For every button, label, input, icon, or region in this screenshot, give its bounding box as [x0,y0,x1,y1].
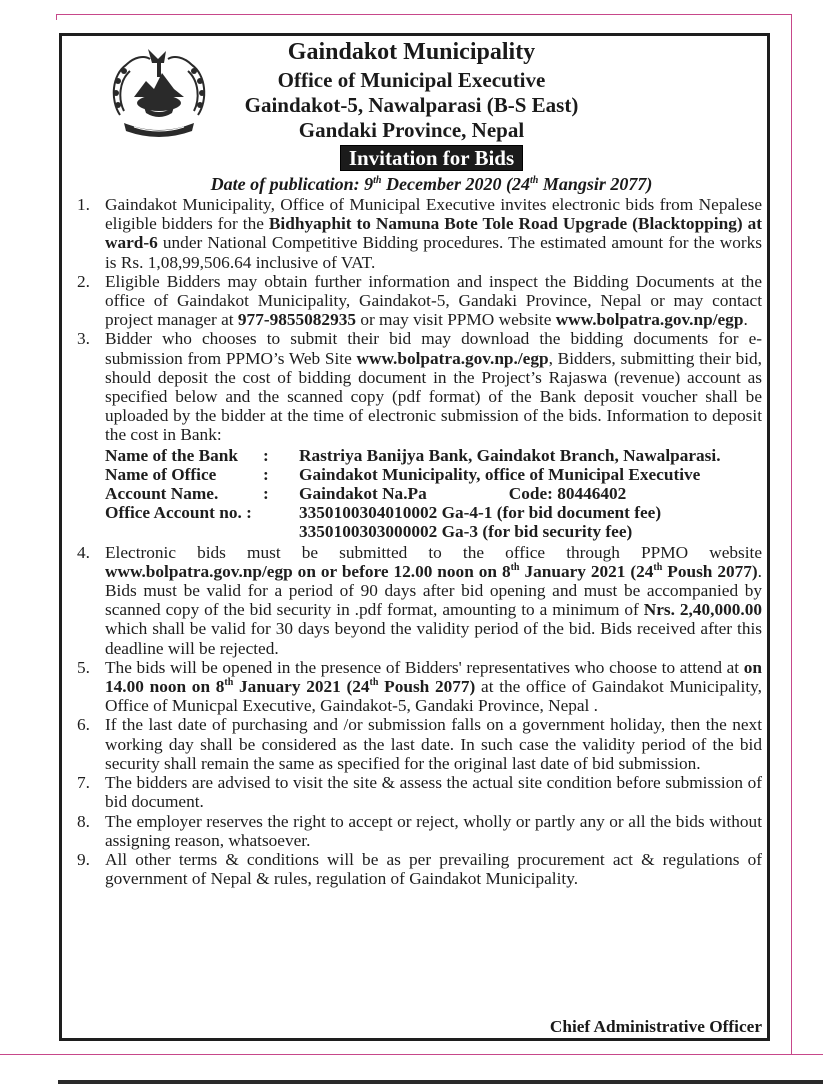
publication-date: Date of publication: 9th December 2020 (24th Mangsir 2077) [210,174,653,194]
list-item: 9. All other terms & conditions will be as per prevailing procurement act & regulations of government of Nepal & rules, regulation of Gaindakot Municipality. [77,849,762,889]
notice-body [77,195,762,888]
bank-details-table [105,446,762,542]
table-row: Name of Office : Gaindakot Municipality, office of Municipal Executive [105,464,701,484]
page-rule-bottom [0,1054,823,1055]
item-number: 3. [77,329,90,349]
signature-title: Chief Administrative Officer [549,1017,762,1036]
item-number: 2. [77,271,90,291]
office-code: Code: 80446402 [508,484,627,504]
phone-number: 977-9855082935 [237,310,356,330]
list-item: 7. The bidders are advised to visit the site & assess the actual site condition before submission of bid document. [77,773,762,812]
item-number: 5. [77,657,90,677]
list-item: 8. The employer reserves the right to accept or reject, wholly or partly any or all the bids without assigning reason, whatsoever. [77,811,762,850]
bid-security-amount: Nrs. 2,40,000.00 [643,600,762,620]
page-rule-top [56,14,792,15]
list-item: 1. Gaindakot Municipality, Office of Municipal Executive invites electronic bids from Nepalese eligible bidders for the Bidhyaphit to Namuna Bote Tole Road Upgrade (Blacktopping) at ward-6 under National Competitive Bidding procedures. The estimated amount for the works is Rs. 1,08,99,506.64 inclusive of VAT. [77,195,762,272]
list-item: 6. If the last date of purchasing and /or submission falls on a government holiday, then the next working day shall be considered as the last date. In such case the validity period of the bid security shall remain the same as specified for the original last date of bid submission. [77,715,762,773]
page-rule-tick [56,14,57,20]
item-number: 8. [77,811,90,831]
website-link[interactable]: www.bolpatra.gov.np/egp [555,310,744,330]
table-row: Name of the Bank : Rastriya Banijya Bank, Gaindakot Branch, Nawalparasi. [105,445,721,465]
website-link[interactable]: www.bolpatra.gov.np./egp [356,348,549,368]
item-number: 9. [77,849,90,869]
banner-wrap [0,145,823,171]
notice-banner: Invitation for Bids [340,145,523,171]
item-number: 7. [77,773,90,793]
item-number: 4. [77,542,90,562]
list-item: 3. Bidder who chooses to submit their bid may download the bidding documents for e-submission from PPMO’s Web Site www.bolpatra.gov.np./egp, Bidders, submitting their bid, should deposit the cost of bidding document in the Project’s Rajaswa (revenue) account as specified below and the scanned copy (pdf format) of the Bank deposit voucher shall be uploaded by the bidder at the time of electronic submission of the bids. Information to deposit the cost in Bank: Name of the Bank : Rastriya Banijya Bank, Gaindakot Branch, Nawalparasi. Name of Office : Gaindakot Municipality, office of Municipal Executive Account Name. : Gaindakot Na.Pa Code: 80446402 Office Account no. : 3350100304010002 Ga-4-1 (for bid document fee) 3350100303000002 Ga-3 (for bid security fee) [77,329,762,542]
list-item: 2. Eligible Bidders may obtain further information and inspect the Bidding Documents at the office of Gaindakot Municipality, Gaindakot-5, Gandaki Province, Nepal or may contact project manager at 977-9855082935 or may visit PPMO website www.bolpatra.gov.np/egp. [77,271,762,330]
table-row: Account Name. : Gaindakot Na.Pa Code: 80446402 [105,484,627,504]
office-name: Office of Municipal Executive [277,68,546,92]
list-item: 4. Electronic bids must be submitted to the office through PPMO website www.bolpatra.gov.np/egp on or before 12.00 noon on 8th January 2021 (24th Poush 2077). Bids must be valid for a period of 90 days after bid opening and must be accompanied by scanned copy of the bid security in .pdf format, amounting to a minimum of Nrs. 2,40,000.00 which shall be valid for 30 days beyond the validity period of the bid. Bids received after this deadline will be rejected. [77,542,762,658]
list-item: 5. The bids will be opened in the presence of Bidders' representatives who choose to attend at on 14.00 noon on 8th January 2021 (24th Poush 2077) at the office of Gaindakot Municipality, Office of Municpal Executive, Gaindakot-5, Gandaki Province, Nepal . [77,657,762,716]
office-address: Gaindakot-5, Nawalparasi (B-S East) [244,93,579,117]
table-row: 3350100303000002 Ga-3 (for bid security fee) [299,522,633,542]
org-name: Gaindakot Municipality [287,39,536,65]
item-number: 1. [77,195,90,214]
item-number: 6. [77,715,90,735]
next-notice-border [58,1080,823,1084]
table-row: Office Account no. : 3350100304010002 Ga-4-1 (for bid document fee) [105,503,662,523]
province: Gandaki Province, Nepal [298,118,525,142]
